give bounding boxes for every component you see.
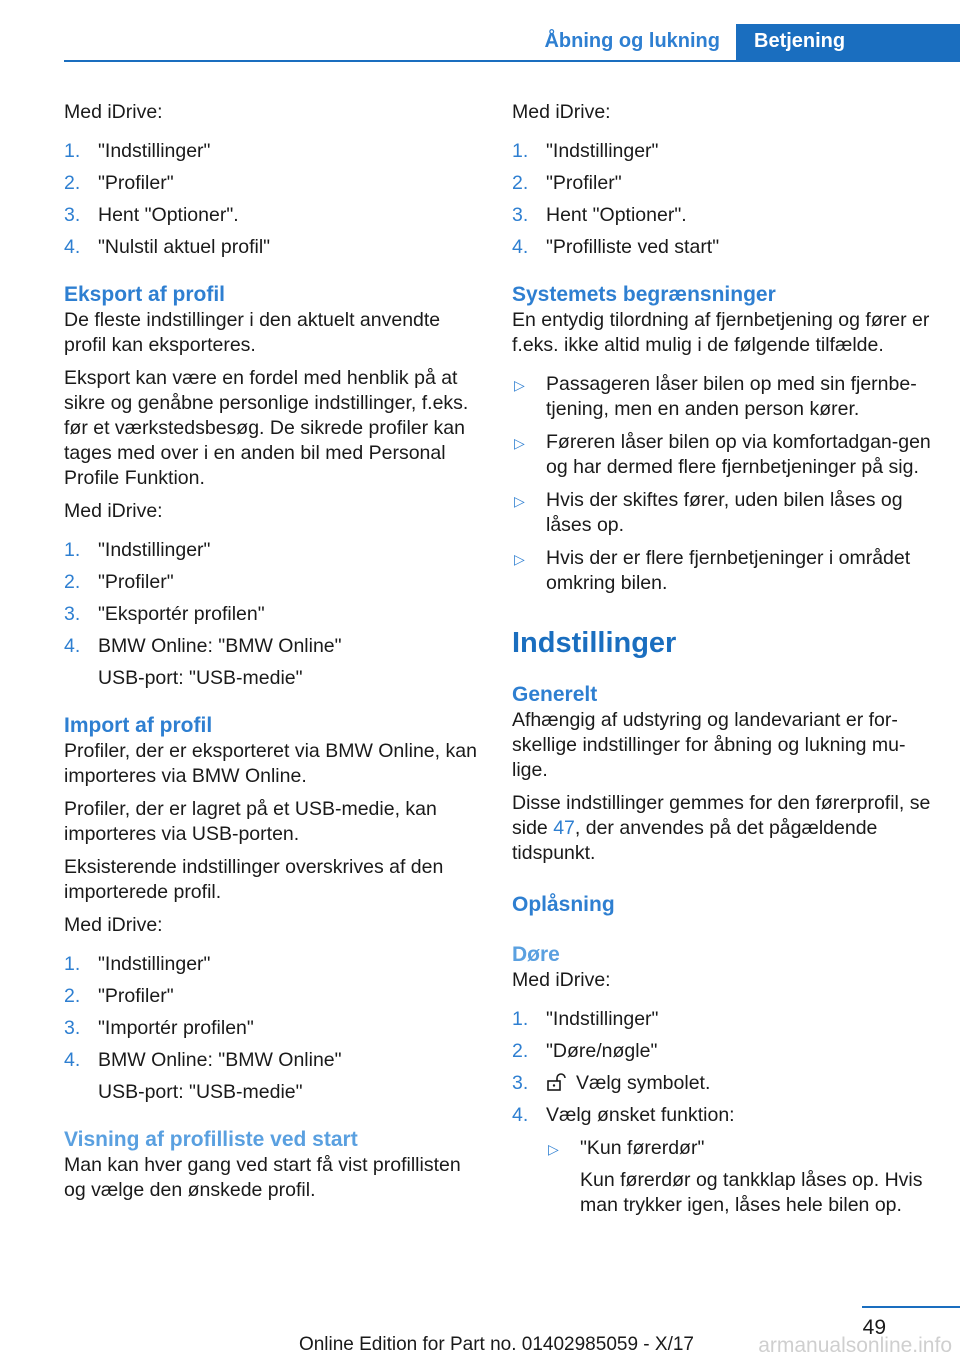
- step-item: [64, 984, 484, 1009]
- step-number: 1.: [64, 953, 81, 975]
- step-number: 1.: [64, 140, 81, 162]
- step-number: 3.: [64, 603, 81, 625]
- step-item: [64, 139, 484, 164]
- step-item: [64, 952, 484, 977]
- bullet-text: Føreren låser bilen op via komfortadgan‐gen og har dermed flere fjernbetjeninger på sig.: [546, 431, 931, 478]
- step-item: [512, 235, 932, 260]
- step-number: 2.: [64, 571, 81, 593]
- doors-heading: Døre: [512, 943, 560, 966]
- step-item: [64, 203, 484, 228]
- step-item: [512, 171, 932, 196]
- step-text: Hent "Optioner".: [98, 204, 239, 226]
- step-number: 2.: [512, 1040, 529, 1062]
- bullet-text: "Kun førerdør": [580, 1137, 705, 1159]
- step-item: [64, 1048, 484, 1105]
- intro-label: Med iDrive:: [512, 101, 611, 123]
- import-steps: [64, 952, 484, 1105]
- step-number: 3.: [64, 1017, 81, 1039]
- right-column: [512, 100, 932, 1234]
- step-text: BMW Online: "BMW Online": [98, 1049, 342, 1071]
- general-paragraph-2: [512, 791, 932, 866]
- step-text: "Profiler": [98, 571, 174, 593]
- triangle-right-icon: ▷: [548, 1141, 559, 1157]
- step-item: [512, 1039, 932, 1064]
- page-reference-link[interactable]: 47: [553, 817, 575, 839]
- step-item: [64, 634, 484, 691]
- import-paragraph-2: Profiler, der er lagret på et USB-medie, kan importeres via USB-porten.: [64, 798, 437, 845]
- step-text: "Døre/nøgle": [546, 1040, 658, 1062]
- step-number: 1.: [512, 140, 529, 162]
- bullet-subtext: Kun førerdør og tankklap låses op. Hvis man trykker igen, låses hele bilen op.: [580, 1169, 923, 1216]
- bullet-item: [512, 488, 932, 538]
- step-number: 2.: [512, 172, 529, 194]
- step-text: "Indstillinger": [98, 539, 211, 561]
- step-number: 2.: [64, 172, 81, 194]
- step-text: "Indstillinger": [546, 1008, 659, 1030]
- export-steps: [64, 538, 484, 691]
- step-number: 3.: [512, 204, 529, 226]
- step-number: 2.: [64, 985, 81, 1007]
- profile-list-paragraph: Man kan hver gang ved start få vist profillisten og vælge den ønskede profil.: [64, 1154, 461, 1201]
- step-number: 1.: [64, 539, 81, 561]
- step-text: Vælg symbolet.: [576, 1072, 711, 1094]
- step-item: [512, 1007, 932, 1032]
- triangle-right-icon: ▷: [514, 435, 525, 451]
- step-item: [512, 1071, 932, 1096]
- bullet-text: Passageren låser bilen op med sin fjernbe‐tjening, men en anden person kører.: [546, 373, 917, 420]
- bullet-item: [512, 372, 932, 422]
- export-label: Med iDrive:: [64, 500, 163, 522]
- header-rule: [64, 60, 960, 62]
- step-text: "Indstillinger": [98, 953, 211, 975]
- general-heading: Generelt: [512, 683, 598, 706]
- doors-label: Med iDrive:: [512, 969, 611, 991]
- step-text: "Profiler": [98, 172, 174, 194]
- step-text: Vælg ønsket funktion:: [546, 1104, 735, 1126]
- step-number: 4.: [64, 236, 81, 258]
- limits-heading: Systemets begrænsninger: [512, 283, 776, 306]
- page-number: 49: [862, 1316, 886, 1339]
- step-text: "Indstillinger": [98, 140, 211, 162]
- doors-steps: [512, 1007, 932, 1218]
- step-text: "Profilliste ved start": [546, 236, 720, 258]
- bullet-item: [546, 1136, 932, 1218]
- edition-text: Online Edition for Part no. 01402985059 - X/17: [298, 1334, 694, 1355]
- step-item: [64, 235, 484, 260]
- export-paragraph-2: Eksport kan være en fordel med henblik på at sikre og genåbne personlige indstillinger, f.eks. før et værkstedsbesøg. De sikrede profiler kan tages med over i en anden bil med Personal Profile Funktion.: [64, 367, 469, 489]
- step-number: 4.: [512, 236, 529, 258]
- step-number: 3.: [512, 1072, 529, 1094]
- unlock-icon: [546, 1073, 570, 1091]
- step-subtext: USB-port: "USB-medie": [98, 667, 303, 689]
- step-item: [64, 570, 484, 595]
- general-paragraph-2-text-end: , der anvendes på det pågældende tidspunkt.: [512, 817, 878, 864]
- step-item: [512, 1103, 932, 1218]
- intro-steps: [64, 139, 484, 260]
- step-number: 4.: [64, 1049, 81, 1071]
- footer-rule: [862, 1306, 960, 1308]
- step-text: "Nulstil aktuel profil": [98, 236, 271, 258]
- general-paragraph-1: Afhængig af udstyring og landevariant er for‐skellige indstillinger for åbning og lukning mu‐lige.: [512, 709, 906, 781]
- step-item: [64, 171, 484, 196]
- step-text: "Importér profilen": [98, 1017, 254, 1039]
- step-number: 4.: [64, 635, 81, 657]
- function-bullets: [546, 1136, 932, 1218]
- step-text: BMW Online: "BMW Online": [98, 635, 342, 657]
- step-number: 4.: [512, 1104, 529, 1126]
- intro-steps: [512, 139, 932, 260]
- step-text: Hent "Optioner".: [546, 204, 687, 226]
- step-text: "Profiler": [98, 985, 174, 1007]
- unlock-heading: Oplåsning: [512, 893, 615, 916]
- export-heading: Eksport af profil: [64, 283, 226, 306]
- triangle-right-icon: ▷: [514, 377, 525, 393]
- step-item: [512, 203, 932, 228]
- left-column: [64, 100, 484, 1211]
- bullet-text: Hvis der er flere fjernbetjeninger i området omkring bilen.: [546, 547, 911, 594]
- limits-paragraph: En entydig tilordning af fjernbetjening og fører er f.eks. ikke altid mulig i de følgende tilfælde.: [512, 309, 930, 356]
- watermark-text: armanualsonline.info: [758, 1334, 952, 1357]
- import-label: Med iDrive:: [64, 914, 163, 936]
- step-item: [64, 1016, 484, 1041]
- triangle-right-icon: ▷: [514, 551, 525, 567]
- header-chapter-tab: Betjening: [736, 24, 960, 62]
- step-number: 1.: [512, 1008, 529, 1030]
- bullet-text: Hvis der skiftes fører, uden bilen låses og låses op.: [546, 489, 903, 536]
- step-text: "Indstillinger": [546, 140, 659, 162]
- limits-bullets: [512, 372, 932, 596]
- bullet-item: [512, 546, 932, 596]
- general-paragraph-2-text: Disse indstillinger gemmes for den førerprofil, se side: [512, 792, 931, 839]
- import-paragraph-3: Eksisterende indstillinger overskrives af den importerede profil.: [64, 856, 444, 903]
- step-item: [512, 139, 932, 164]
- header-section-title: Åbning og lukning: [544, 30, 720, 52]
- import-paragraph-1: Profiler, der er eksporteret via BMW Online, kan importeres via BMW Online.: [64, 740, 477, 787]
- settings-title: Indstillinger: [512, 627, 677, 659]
- bullet-item: [512, 430, 932, 480]
- step-item: [64, 602, 484, 627]
- export-paragraph-1: De fleste indstillinger i den aktuelt anvendte profil kan eksporteres.: [64, 309, 441, 356]
- step-item: [64, 538, 484, 563]
- intro-label: Med iDrive:: [64, 101, 163, 123]
- step-subtext: USB-port: "USB-medie": [98, 1081, 303, 1103]
- step-number: 3.: [64, 204, 81, 226]
- step-text: "Eksportér profilen": [98, 603, 265, 625]
- import-heading: Import af profil: [64, 714, 213, 737]
- triangle-right-icon: ▷: [514, 493, 525, 509]
- profile-list-heading: Visning af profilliste ved start: [64, 1128, 358, 1151]
- step-text: "Profiler": [546, 172, 622, 194]
